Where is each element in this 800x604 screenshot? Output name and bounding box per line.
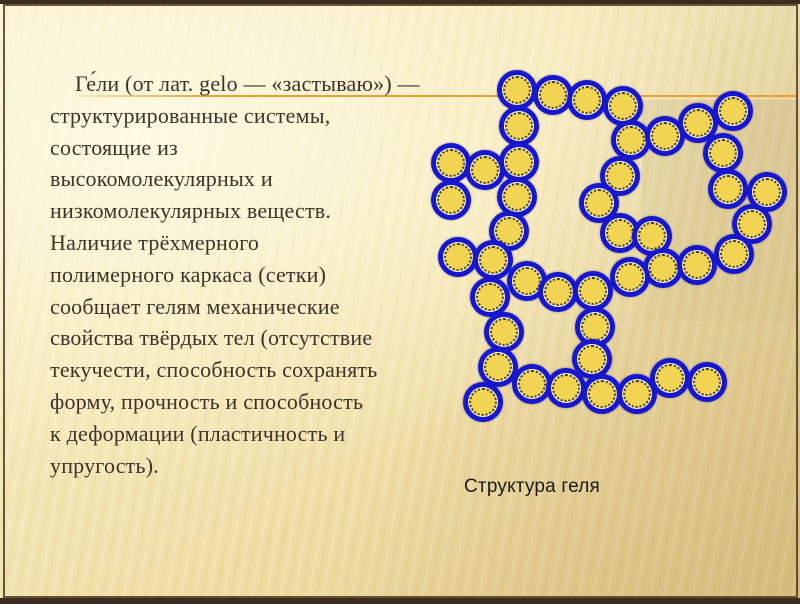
text-line: упругость). (50, 452, 159, 478)
gel-particle (650, 358, 690, 398)
gel-diagram (0, 4, 800, 604)
text-line: структурированные системы, (50, 102, 331, 128)
text-line: форму, прочность и способность (50, 388, 364, 414)
gel-particle (484, 312, 524, 352)
text-line: высокомолекулярных и (50, 166, 273, 192)
gel-particle (497, 70, 537, 110)
gel-particle (431, 180, 471, 220)
slide-paper (0, 4, 800, 598)
gel-particle (645, 116, 685, 156)
text-line: к деформации (пластичность и (50, 420, 346, 446)
text-line: низкомолекулярных веществ. (50, 198, 332, 224)
gel-particle (438, 237, 478, 277)
gel-particle (714, 234, 754, 274)
text-line: сообщает гелям механические (50, 293, 340, 319)
gel-particle (677, 245, 717, 285)
gel-particle (499, 106, 539, 146)
gel-particle (567, 80, 607, 120)
text-line: полимерного каркаса (сетки) (50, 261, 327, 287)
text-line: Ге́ли (от лат. gelo — «застываю») — (75, 71, 420, 96)
text-line: свойства твёрдых тел (отсутствие (50, 325, 373, 351)
text-line: состоящие из (50, 134, 178, 160)
gel-particle (546, 368, 586, 408)
gel-particle (463, 382, 503, 422)
diagram-caption: Структура геля (464, 476, 601, 497)
text-line: Наличие трёхмерного (50, 229, 260, 255)
gel-particle (470, 277, 510, 317)
gel-particle (687, 362, 727, 402)
gel-particle (538, 272, 578, 312)
gel-particle (610, 257, 650, 297)
gel-particle (582, 374, 622, 414)
gel-particle (499, 142, 539, 182)
gel-particle (573, 271, 613, 311)
gel-particle (708, 169, 748, 209)
gel-particle (703, 133, 743, 173)
text-line: текучести, способность сохранять (50, 357, 378, 383)
gel-particle (713, 91, 753, 131)
